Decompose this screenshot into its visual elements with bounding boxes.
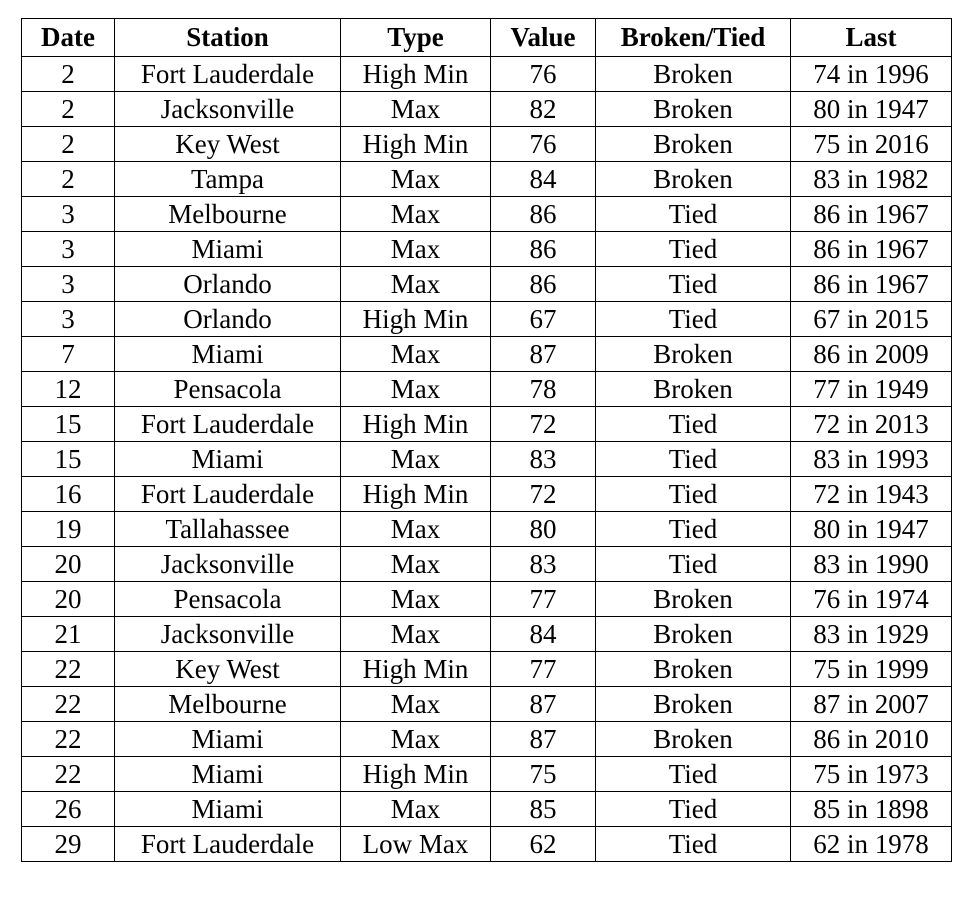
station-cell: Orlando (115, 267, 341, 302)
table-row (22, 197, 952, 232)
date-cell: 22 (22, 757, 115, 792)
station-cell: Fort Lauderdale (115, 477, 341, 512)
date-cell: 19 (22, 512, 115, 547)
table-row (22, 582, 952, 617)
station-cell: Pensacola (115, 582, 341, 617)
last-cell: 72 in 2013 (791, 407, 952, 442)
date-cell: 3 (22, 197, 115, 232)
station-cell: Jacksonville (115, 617, 341, 652)
broken-tied-cell: Broken (596, 337, 791, 372)
station-cell: Miami (115, 722, 341, 757)
broken-tied-cell: Broken (596, 57, 791, 92)
type-cell: Max (341, 547, 491, 582)
last-cell: 62 in 1978 (791, 827, 952, 862)
broken-tied-cell: Broken (596, 162, 791, 197)
type-cell: Max (341, 197, 491, 232)
last-cell: 75 in 1973 (791, 757, 952, 792)
station-cell: Key West (115, 652, 341, 687)
value-cell: 75 (491, 757, 596, 792)
station-cell: Fort Lauderdale (115, 407, 341, 442)
table-row (22, 827, 952, 862)
broken-tied-cell: Tied (596, 267, 791, 302)
date-cell: 2 (22, 57, 115, 92)
table-row (22, 127, 952, 162)
broken-tied-cell: Broken (596, 617, 791, 652)
station-cell: Miami (115, 442, 341, 477)
type-cell: Max (341, 512, 491, 547)
value-cell: 72 (491, 477, 596, 512)
table-row (22, 372, 952, 407)
date-cell: 3 (22, 267, 115, 302)
broken-tied-cell: Tied (596, 477, 791, 512)
value-cell: 86 (491, 232, 596, 267)
table-row (22, 512, 952, 547)
date-cell: 22 (22, 722, 115, 757)
table-row (22, 792, 952, 827)
type-cell: Max (341, 337, 491, 372)
type-cell: Max (341, 267, 491, 302)
date-cell: 29 (22, 827, 115, 862)
station-cell: Fort Lauderdale (115, 827, 341, 862)
date-cell: 26 (22, 792, 115, 827)
value-cell: 83 (491, 547, 596, 582)
station-cell: Miami (115, 232, 341, 267)
table-row (22, 722, 952, 757)
table-row (22, 652, 952, 687)
type-cell: High Min (341, 407, 491, 442)
type-cell: High Min (341, 652, 491, 687)
table-row (22, 232, 952, 267)
last-cell: 85 in 1898 (791, 792, 952, 827)
last-cell: 83 in 1929 (791, 617, 952, 652)
value-cell: 87 (491, 337, 596, 372)
table-body (22, 57, 952, 862)
table-row (22, 302, 952, 337)
date-cell: 21 (22, 617, 115, 652)
date-cell: 2 (22, 92, 115, 127)
table-row (22, 92, 952, 127)
broken-tied-cell: Tied (596, 547, 791, 582)
type-cell: Max (341, 687, 491, 722)
date-cell: 2 (22, 127, 115, 162)
broken-tied-cell: Tied (596, 792, 791, 827)
value-cell: 87 (491, 687, 596, 722)
broken-tied-cell: Broken (596, 127, 791, 162)
records-table (21, 18, 952, 862)
broken-tied-cell: Broken (596, 652, 791, 687)
last-cell: 86 in 2009 (791, 337, 952, 372)
last-cell: 86 in 1967 (791, 267, 952, 302)
type-cell: Max (341, 582, 491, 617)
table-row (22, 267, 952, 302)
table-row (22, 757, 952, 792)
header-date: Date (22, 19, 115, 57)
value-cell: 80 (491, 512, 596, 547)
value-cell: 72 (491, 407, 596, 442)
station-cell: Melbourne (115, 197, 341, 232)
value-cell: 78 (491, 372, 596, 407)
header-station: Station (115, 19, 341, 57)
broken-tied-cell: Broken (596, 582, 791, 617)
date-cell: 2 (22, 162, 115, 197)
type-cell: Max (341, 722, 491, 757)
date-cell: 7 (22, 337, 115, 372)
header-type: Type (341, 19, 491, 57)
date-cell: 3 (22, 302, 115, 337)
value-cell: 85 (491, 792, 596, 827)
value-cell: 86 (491, 267, 596, 302)
type-cell: Max (341, 617, 491, 652)
type-cell: Max (341, 162, 491, 197)
table-row (22, 337, 952, 372)
value-cell: 62 (491, 827, 596, 862)
date-cell: 15 (22, 442, 115, 477)
value-cell: 76 (491, 57, 596, 92)
last-cell: 86 in 1967 (791, 232, 952, 267)
broken-tied-cell: Broken (596, 92, 791, 127)
date-cell: 22 (22, 687, 115, 722)
station-cell: Miami (115, 792, 341, 827)
broken-tied-cell: Broken (596, 722, 791, 757)
type-cell: High Min (341, 302, 491, 337)
date-cell: 15 (22, 407, 115, 442)
last-cell: 83 in 1982 (791, 162, 952, 197)
table-row (22, 162, 952, 197)
broken-tied-cell: Tied (596, 512, 791, 547)
last-cell: 80 in 1947 (791, 92, 952, 127)
last-cell: 72 in 1943 (791, 477, 952, 512)
station-cell: Jacksonville (115, 547, 341, 582)
type-cell: Max (341, 232, 491, 267)
broken-tied-cell: Broken (596, 687, 791, 722)
last-cell: 67 in 2015 (791, 302, 952, 337)
value-cell: 84 (491, 617, 596, 652)
header-value: Value (491, 19, 596, 57)
type-cell: High Min (341, 57, 491, 92)
station-cell: Fort Lauderdale (115, 57, 341, 92)
type-cell: High Min (341, 757, 491, 792)
last-cell: 76 in 1974 (791, 582, 952, 617)
station-cell: Miami (115, 337, 341, 372)
station-cell: Tampa (115, 162, 341, 197)
table-header (22, 19, 952, 57)
date-cell: 12 (22, 372, 115, 407)
broken-tied-cell: Tied (596, 442, 791, 477)
type-cell: Max (341, 792, 491, 827)
value-cell: 77 (491, 652, 596, 687)
broken-tied-cell: Tied (596, 757, 791, 792)
table-row (22, 477, 952, 512)
type-cell: High Min (341, 127, 491, 162)
last-cell: 75 in 1999 (791, 652, 952, 687)
value-cell: 87 (491, 722, 596, 757)
station-cell: Key West (115, 127, 341, 162)
header-broken-tied: Broken/Tied (596, 19, 791, 57)
type-cell: Max (341, 92, 491, 127)
last-cell: 77 in 1949 (791, 372, 952, 407)
type-cell: Max (341, 442, 491, 477)
table-row (22, 547, 952, 582)
date-cell: 3 (22, 232, 115, 267)
table-row (22, 442, 952, 477)
value-cell: 76 (491, 127, 596, 162)
broken-tied-cell: Broken (596, 372, 791, 407)
broken-tied-cell: Tied (596, 232, 791, 267)
last-cell: 87 in 2007 (791, 687, 952, 722)
station-cell: Melbourne (115, 687, 341, 722)
station-cell: Orlando (115, 302, 341, 337)
value-cell: 67 (491, 302, 596, 337)
value-cell: 86 (491, 197, 596, 232)
station-cell: Jacksonville (115, 92, 341, 127)
last-cell: 86 in 2010 (791, 722, 952, 757)
broken-tied-cell: Tied (596, 827, 791, 862)
last-cell: 75 in 2016 (791, 127, 952, 162)
type-cell: Low Max (341, 827, 491, 862)
last-cell: 83 in 1993 (791, 442, 952, 477)
table-row (22, 687, 952, 722)
date-cell: 22 (22, 652, 115, 687)
table-row (22, 407, 952, 442)
value-cell: 77 (491, 582, 596, 617)
last-cell: 74 in 1996 (791, 57, 952, 92)
station-cell: Miami (115, 757, 341, 792)
last-cell: 80 in 1947 (791, 512, 952, 547)
type-cell: High Min (341, 477, 491, 512)
table-row (22, 57, 952, 92)
station-cell: Tallahassee (115, 512, 341, 547)
date-cell: 20 (22, 547, 115, 582)
type-cell: Max (341, 372, 491, 407)
value-cell: 83 (491, 442, 596, 477)
value-cell: 82 (491, 92, 596, 127)
last-cell: 83 in 1990 (791, 547, 952, 582)
value-cell: 84 (491, 162, 596, 197)
broken-tied-cell: Tied (596, 197, 791, 232)
station-cell: Pensacola (115, 372, 341, 407)
broken-tied-cell: Tied (596, 407, 791, 442)
broken-tied-cell: Tied (596, 302, 791, 337)
date-cell: 16 (22, 477, 115, 512)
header-last: Last (791, 19, 952, 57)
header-row (22, 19, 952, 57)
table-row (22, 617, 952, 652)
date-cell: 20 (22, 582, 115, 617)
last-cell: 86 in 1967 (791, 197, 952, 232)
